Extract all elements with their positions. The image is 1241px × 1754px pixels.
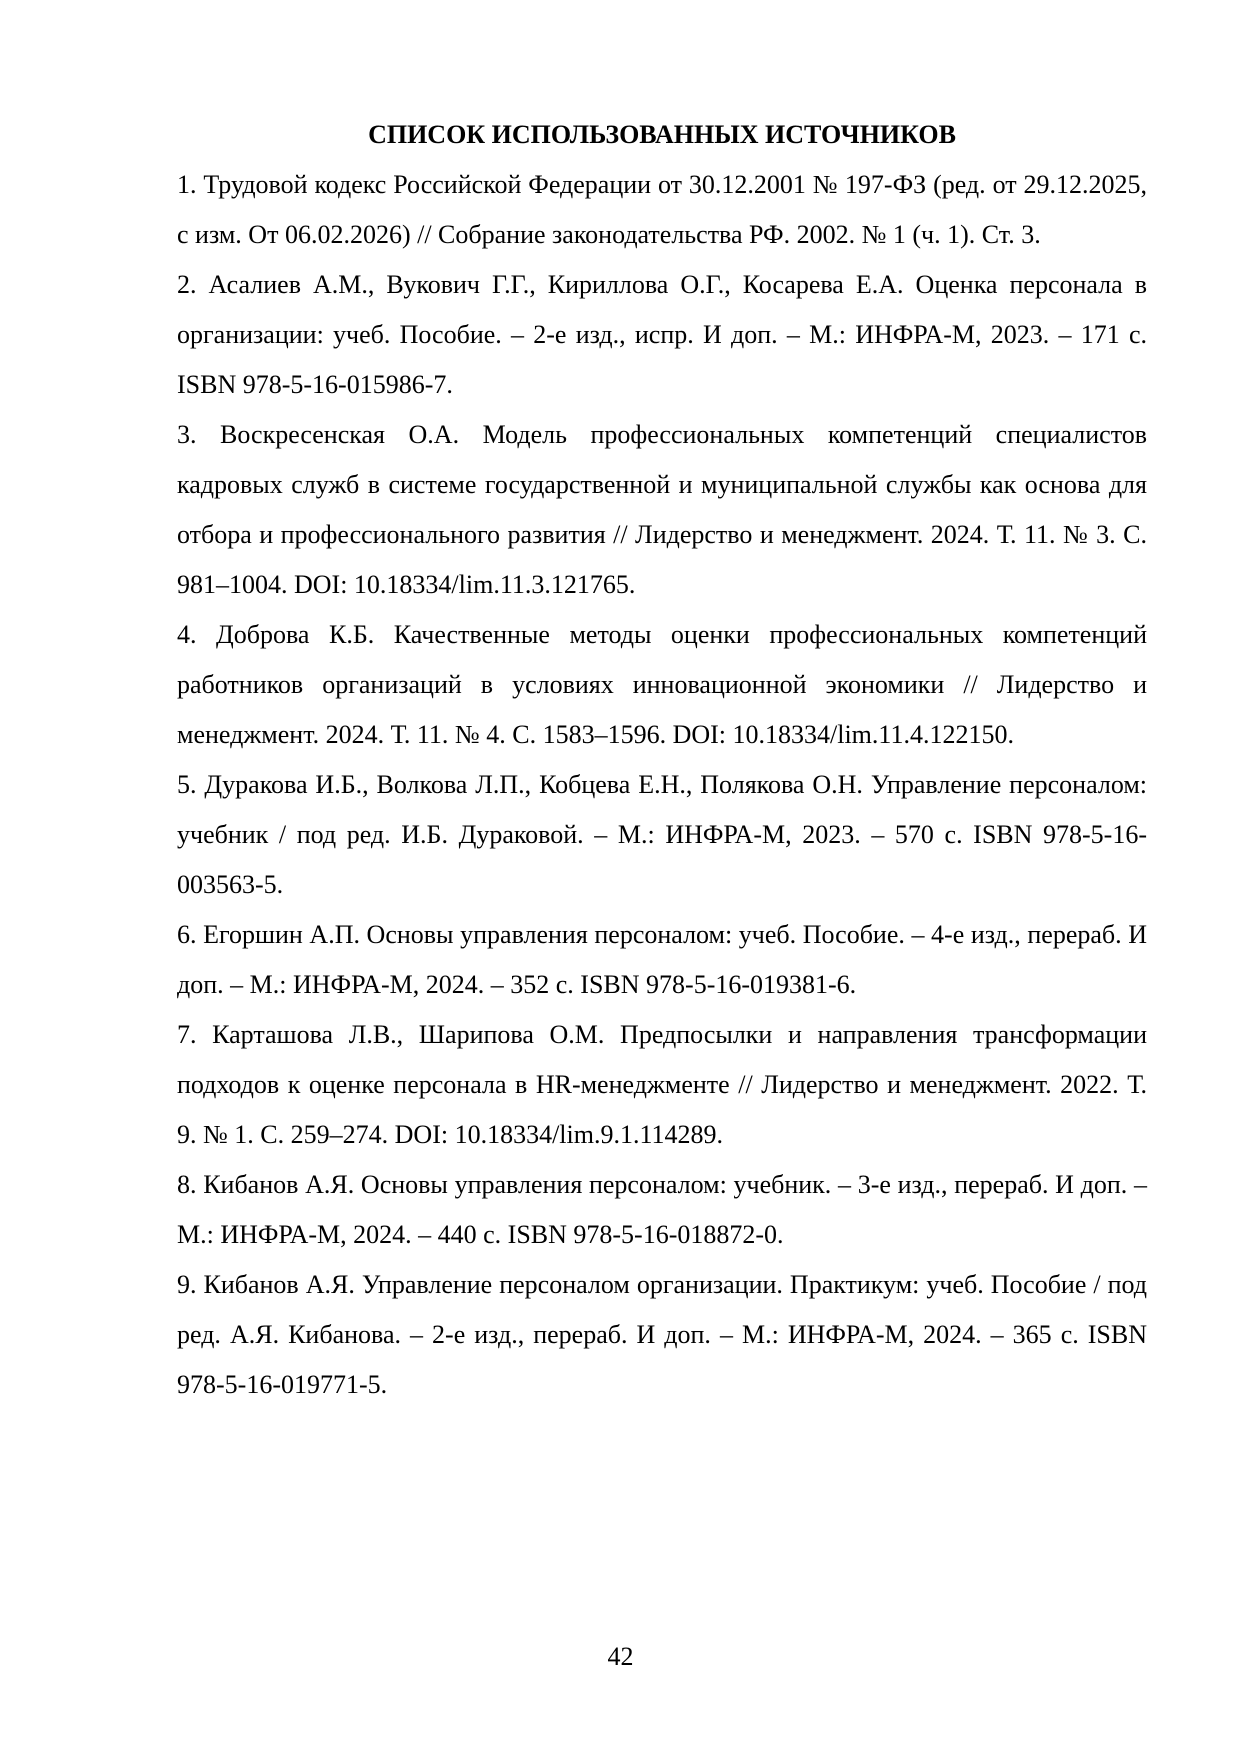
reference-item-6: 6. Егоршин А.П. Основы управления персоналом: учеб. Пособие. – 4-е изд., перераб. И доп. – М.: ИНФРА-М, 2024. – 352 с. ISBN 978-5-16-019381-6. (177, 920, 1147, 999)
reference-item-8: 8. Кибанов А.Я. Основы управления персоналом: учебник. – 3-е изд., перераб. И доп. – М.: ИНФРА-М, 2024. – 440 с. ISBN 978-5-16-018872-0. (177, 1170, 1147, 1249)
reference-item-4: 4. Доброва К.Б. Качественные методы оценки профессиональных компетенций работников организаций в условиях инновационной экономики // Лидерство и менеджмент. 2024. Т. 11. № 4. С. 1583–1596. DOI: 10.18334/lim.11.4.122150. (177, 620, 1147, 749)
reference-item-1: 1. Трудовой кодекс Российской Федерации от 30.12.2001 № 197-ФЗ (ред. от 29.12.2025, с изм. От 06.02.2026) // Собрание законодательства РФ. 2002. № 1 (ч. 1). Ст. 3. (177, 170, 1147, 249)
reference-item-7: 7. Карташова Л.В., Шарипова О.М. Предпосылки и направления трансформации подходов к оценке персонала в HR-менеджменте // Лидерство и менеджмент. 2022. Т. 9. № 1. С. 259–274. DOI: 10.18334/lim.9.1.114289. (177, 1020, 1147, 1149)
reference-item-5: 5. Дуракова И.Б., Волкова Л.П., Кобцева Е.Н., Полякова О.Н. Управление персоналом: учебник / под ред. И.Б. Дураковой. – М.: ИНФРА-М, 2023. – 570 с. ISBN 978-5-16-003563-5. (177, 770, 1147, 899)
page-title: СПИСОК ИСПОЛЬЗОВАННЫХ ИСТОЧНИКОВ (368, 120, 956, 149)
reference-item-9: 9. Кибанов А.Я. Управление персоналом организации. Практикум: учеб. Пособие / под ред. А.Я. Кибанова. – 2-е изд., перераб. И доп. – М.: ИНФРА-М, 2024. – 365 с. ISBN 978-5-16-019771-5. (177, 1270, 1147, 1399)
reference-item-3: 3. Воскресенская О.А. Модель профессиональных компетенций специалистов кадровых служб в системе государственной и муниципальной службы как основа для отбора и профессионального развития // Лидерство и менеджмент. 2024. Т. 11. № 3. С. 981–1004. DOI: 10.18334/lim.11.3.121765. (177, 420, 1147, 599)
page-number: 42 (607, 1642, 634, 1671)
page-content (177, 110, 1147, 1410)
reference-list (177, 160, 1147, 1410)
reference-item-2: 2. Асалиев А.М., Вукович Г.Г., Кириллова О.Г., Косарева Е.А. Оценка персонала в организации: учеб. Пособие. – 2-е изд., испр. И доп. – М.: ИНФРА-М, 2023. – 171 с. ISBN 978-5-16-015986-7. (177, 270, 1147, 399)
